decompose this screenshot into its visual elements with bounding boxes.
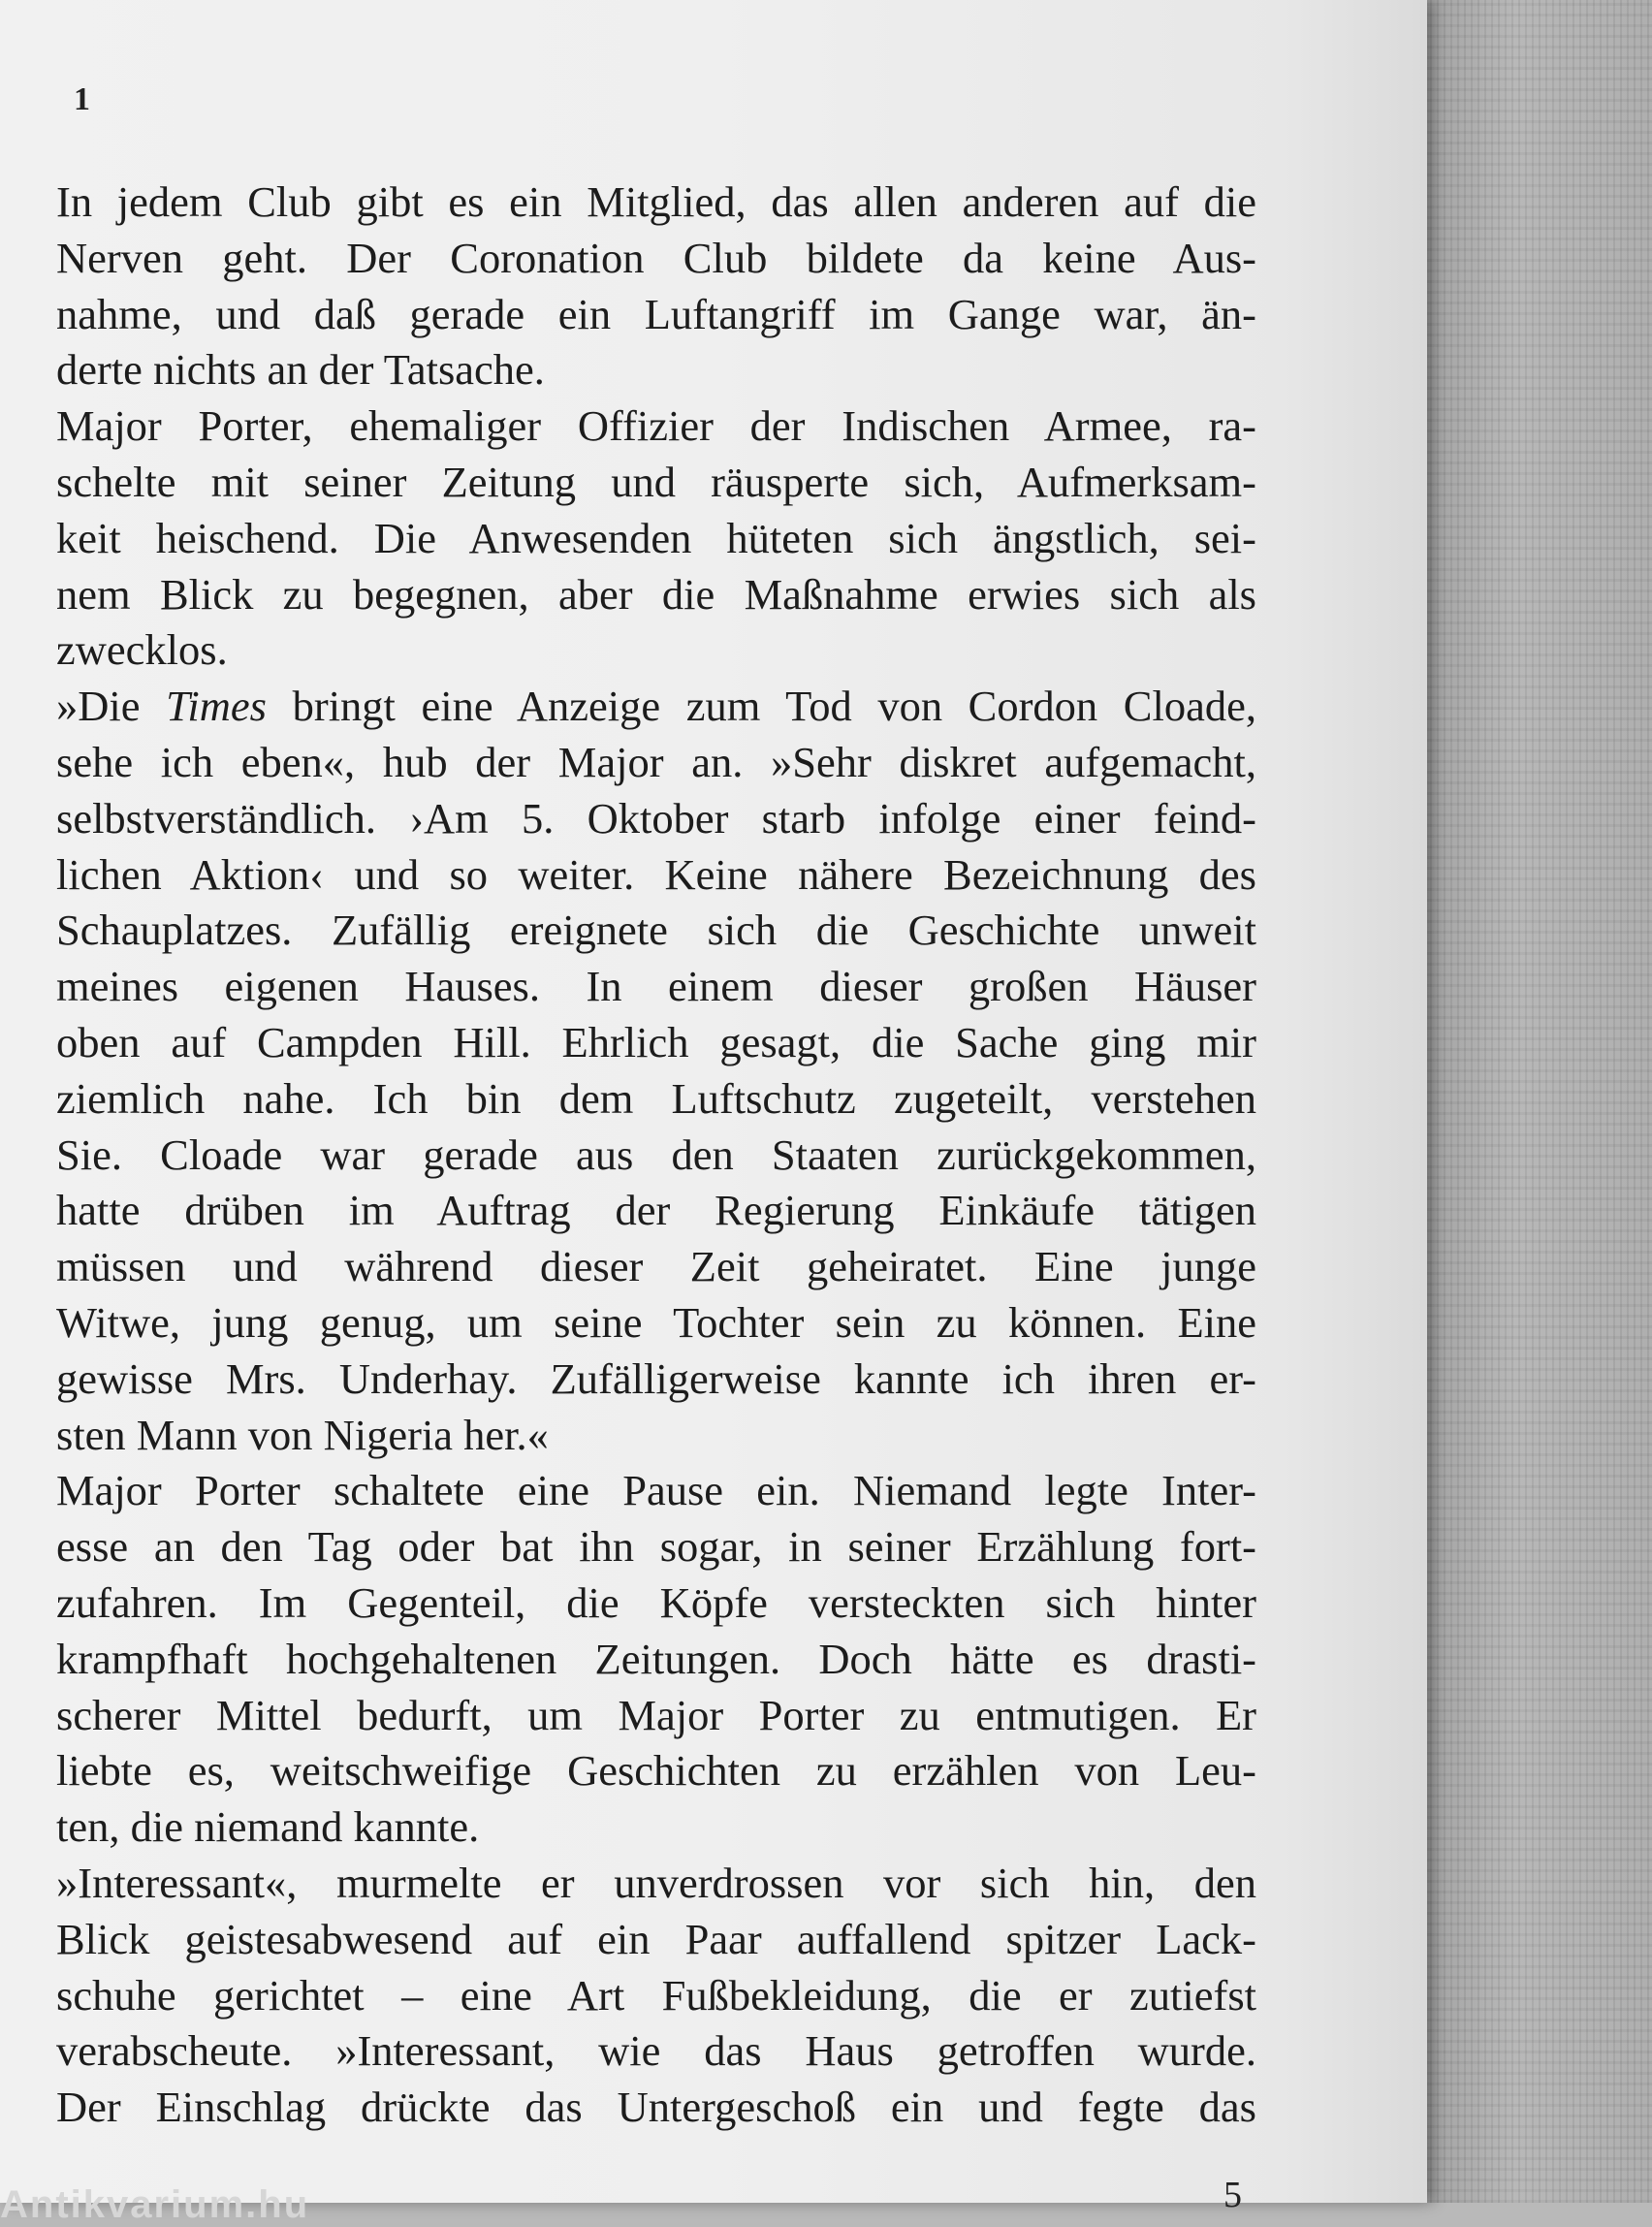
text-line: keit heischend. Die Anwesenden hüteten sich ängstlich, sei- [56,513,1256,562]
table-surface [1423,0,1652,2203]
text-line: krampfhaft hochgehaltenen Zeitungen. Doch hätte es drasti- [56,1634,1256,1683]
text-line: nem Blick zu begegnen, aber die Maßnahme erwies sich als [56,569,1256,619]
text-line: selbstverständlich. ›Am 5. Oktober starb infolge einer feind- [56,793,1256,843]
text-line: meines eigenen Hauses. In einem dieser großen Häuser [56,962,1256,1011]
text-line: ten, die niemand kannte. [56,1802,480,1852]
text-line: sten Mann von Nigeria her.« [56,1410,549,1459]
text-line: liebte es, weitschweifige Geschichten zu erzählen von Leu- [56,1746,1256,1796]
times-title: Times [166,682,267,731]
text-line: müssen und während dieser Zeit geheiratet. Eine junge [56,1242,1256,1291]
text-line: zufahren. Im Gegenteil, die Köpfe versteckten sich hinter [56,1577,1256,1627]
text-line: In jedem Club gibt es ein Mitglied, das allen anderen auf die [56,177,1256,226]
folio-number: 5 [1223,2175,1242,2215]
text-line-times [56,679,1256,735]
text-line: sehe ich eben«, hub der Major an. »Sehr diskret aufgemacht, [56,737,1256,786]
text-line: zwecklos. [56,625,228,675]
text-line: verabscheute. »Interessant, wie das Haus getroffen wurde. [56,2026,1256,2076]
text-line: schuhe gerichtet – eine Art Fußbekleidung, die er zutiefst [56,1970,1256,2020]
text-line: esse an den Tag oder bat ihn sogar, in seiner Erzählung fort- [56,1522,1256,1572]
text-line: Major Porter schaltete eine Pause ein. Niemand legte Inter- [56,1466,1256,1515]
text-line: scherer Mittel bedurft, um Major Porter zu entmutigen. Er [56,1690,1256,1739]
text-line: Witwe, jung genug, um seine Tochter sein zu können. Eine [56,1297,1256,1347]
text-line: gewisse Mrs. Underhay. Zufälligerweise kannte ich ihren er- [56,1353,1256,1403]
body-text [56,175,1256,2136]
text-line: Der Einschlag drückte das Untergeschoß ein und fegte das [56,2083,1256,2132]
watermark: Antikvarium.hu [0,2183,310,2226]
text-line: derte nichts an der Tatsache. [56,345,545,395]
text-line: Schauplatzes. Zufällig ereignete sich die Geschichte unweit [56,906,1256,955]
text-line: oben auf Campden Hill. Ehrlich gesagt, die Sache ging mir [56,1017,1256,1066]
text-line: hatte drüben im Auftrag der Regierung Einkäufe tätigen [56,1186,1256,1235]
text-line: Sie. Cloade war gerade aus den Staaten zurückgekommen, [56,1129,1256,1179]
text-line: Blick geistesabwesend auf ein Paar auffallend spitzer Lack- [56,1914,1256,1963]
text-line: nahme, und daß gerade ein Luftangriff im Gange war, än- [56,289,1256,338]
page-number: 1 [74,81,90,117]
text-line: ziemlich nahe. Ich bin dem Luftschutz zugeteilt, verstehen [56,1073,1256,1123]
text-line: »Interessant«, murmelte er unverdrossen vor sich hin, den [56,1858,1256,1907]
text-line: Nerven geht. Der Coronation Club bildete da keine Aus- [56,233,1256,282]
text-line: lichen Aktion‹ und so weiter. Keine nähere Bezeichnung des [56,849,1256,899]
times-prefix: »Die [56,682,167,731]
text-line: schelte mit seiner Zeitung und räusperte sich, Aufmerksam- [56,457,1256,506]
times-suffix: bringt eine Anzeige zum Tod von Cordon Cloade, [267,682,1256,731]
text-line: Major Porter, ehemaliger Offizier der Indischen Armee, ra- [56,401,1256,451]
